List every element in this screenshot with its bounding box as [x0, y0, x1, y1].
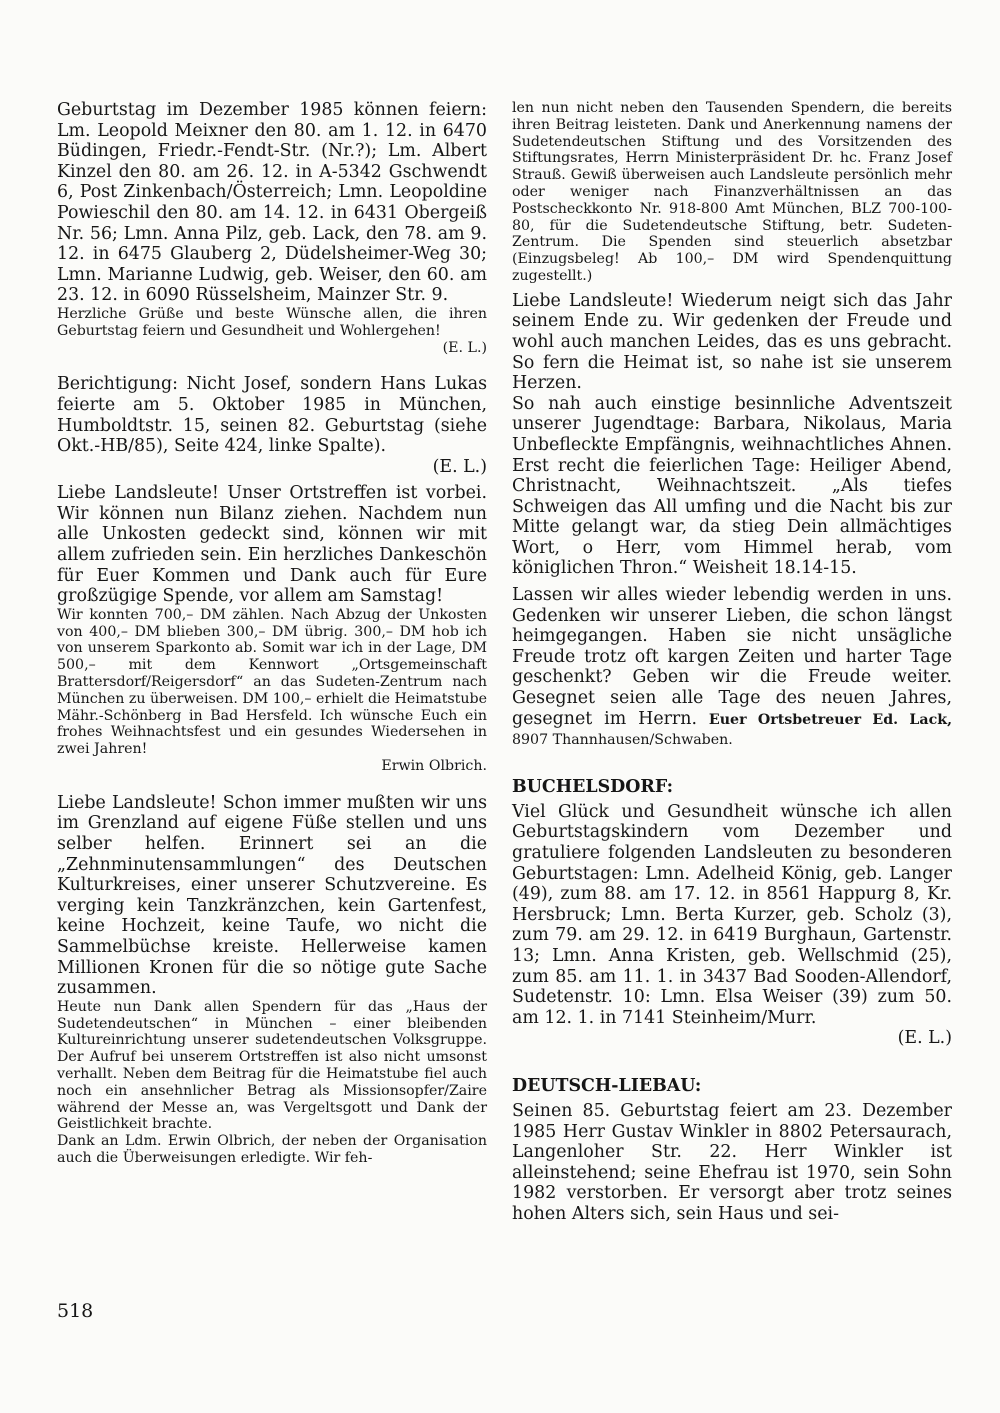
- meeting-signature: Erwin Olbrich.: [381, 758, 487, 775]
- donors-note: Heute nun Dank allen Spendern für das „Haus der Sudetendeutschen“ in München – einer bleibenden Kultureinrichtung unserer sudetendeutschen Volksgruppe. Der Aufruf bei unserem Ortstreffen ist also nicht umsonst verhallt. Neben dem Beitrag für die Heimatstube fiel auch noch ein ansehnlicher Betrag als Missionsopfer/Zaire während der Messe an, was Vergeltsgott und Dank der Geistlichkeit brachte.: [57, 998, 487, 1133]
- deutsch-liebau-heading: DEUTSCH-LIEBAU:: [512, 1075, 702, 1096]
- birthday-greetings: [57, 306, 487, 356]
- greetings-signature: (E. L.): [442, 339, 487, 356]
- deutsch-liebau-text: Seinen 85. Geburtstag feiert am 23. Dezember 1985 Herr Gustav Winkler in 8802 Petersaurach, Langenloher Str. 22. Herr Winkler ist alleinstehend; seine Ehefrau ist 1970, sein Sohn 1982 verstorben. Er versorgt aber trotz seines hohen Alters sich, sein Haus und sei-: [512, 1100, 952, 1224]
- meeting-finance: [57, 607, 487, 775]
- page-number: 518: [57, 1300, 94, 1322]
- buchelsdorf-birthdays: [512, 802, 952, 1049]
- thanks-olbrich: Dank an Ldm. Erwin Olbrich, der neben der Organisation auch die Überweisungen erledigte. Wir feh-: [57, 1133, 487, 1166]
- donation-continuation: len nun nicht neben den Tausenden Spendern, die bereits ihren Beitrag leisteten. Dank und Anerkennung namens der Sudetendeutschen Stiftung und des Vorsitzenden des Stiftungsrates, Herrn Ministerpräsident Dr. hc. Franz Josef Strauß. Gewiß überweisen auch Landsleute persönlich mehr oder weniger nach Finanzverhältnissen an das Postscheckkonto Nr. 918-800 Amt München, BLZ 700-100-80, für die Sudetendeutsche Stiftung, betr. Sudeten-Zentrum. Die Spenden sind steuerlich absetzbar (Einzugsbeleg! Ab 100,– DM wird Spendenquittung zugestellt.): [512, 100, 952, 284]
- birthday-list: Geburtstag im Dezember 1985 können feiern: Lm. Leopold Meixner den 80. am 1. 12. in 6470 Büdingen, Friedr.-Fendt-Str. (Nr.?); Lm. Albert Kinzel den 80. am 26. 12. in A-5342 Gschwendt 6, Post Zinkenbach/Österreich; Lmn. Leopoldine Powieschil den 80. am 14. 12. in 6431 Obergeiß Nr. 56; Lmn. Anna Pilz, geb. Lack, den 78. am 9. 12. in 6475 Glauberg 2, Düdelsheimer-Weg 30; Lmn. Marianne Ludwig, geb. Weiser, den 60. am 23. 12. in 6090 Rüsselsheim, Mainzer Str. 9.: [57, 100, 487, 306]
- greetings-text: Herzliche Grüße und beste Wünsche allen, die ihren Geburtstag feiern und Gesundheit und Wohlergehen!: [57, 305, 487, 339]
- collection-letter: Liebe Landsleute! Schon immer mußten wir uns im Grenzland auf eigene Füße stellen und uns selber helfen. Erinnert sei an die „Zehnminutensammlungen“ des Deutschen Kulturkreises, einer unserer Schutzvereine. Es verging kein Tanzkränzchen, kein Gartenfest, keine Hochzeit, keine Taufe, wo nicht die Sammelbüchse kreiste. Hellerweise kamen Millionen Kronen für die so nötige gute Sache zusammen.: [57, 792, 487, 999]
- advent-address: 8907 Thannhausen/Schwaben.: [512, 732, 733, 749]
- correction-notice: [57, 374, 487, 477]
- advent-paragraph-3-text: Lassen wir alles wieder lebendig werden in uns. Gedenken wir unserer Lieben, die schon längst heimgegangen. Haben sie nicht unsägliche Freude trotz oft kargen Zeiten und harter Tage geschenkt? Geben wir die Freude weiter. Gesegnet seien alle Tage des neuen Jahres, gesegnet im Herrn.: [512, 585, 952, 729]
- correction-text: Berichtigung: Nicht Josef, sondern Hans Lukas feierte am 5. Oktober 1985 in München, Humboldtstr. 15, seinen 82. Geburtstag (siehe Okt.-HB/85), Seite 424, linke Spalte).: [57, 374, 487, 457]
- advent-paragraph-2: So nah auch einstige besinnliche Adventszeit unserer Jugendtage: Barbara, Nikolaus, Maria Unbefleckte Empfängnis, weihnachtliches Ahnen. Erst recht die feierlichen Tage: Heiliger Abend, Christnacht, Weihnachtszeit. „Als tiefes Schweigen das All umfing und die Nacht bis zur Mitte gelangt war, da stieg Dein allmächtiges Wort, o Herr, vom Himmel herab, vom königlichen Thron.“ Weisheit 18.14-15.: [512, 393, 952, 579]
- right-column: [512, 100, 952, 1225]
- advent-paragraph-3: [512, 585, 952, 750]
- meeting-finance-text: Wir konnten 700,– DM zählen. Nach Abzug der Unkosten von 400,– DM blieben 300,– DM übrig. 300,– DM hob ich von unserem Sparkonto ab. Somit war ich in der Lage, DM 500,– mit dem Kennwort „Ortsgemeinschaft Brattersdorf/Reigersdorf“ an das Sudeten-Zentrum nach München zu überweisen. DM 100,– erhielt die Heimatstube Mähr.-Schönberg in Bad Hersfeld. Ich wünsche Euch ein frohes Weihnachtsfest und ein gesundes Wiedersehen in zwei Jahren!: [57, 606, 488, 758]
- buchelsdorf-heading: BUCHELSDORF:: [512, 776, 674, 797]
- advent-signature: Euer Ortsbetreuer Ed. Lack,: [708, 711, 953, 728]
- meeting-letter: Liebe Landsleute! Unser Ortstreffen ist vorbei. Wir können nun Bilanz ziehen. Nachdem nun alle Unkosten gedeckt sind, können wir mit allem zufrieden sein. Ein herzliches Dankeschön für Euer Kommen und Dank auch für Eure großzügige Spende, vor allem am Samstag!: [57, 483, 487, 607]
- left-column: [57, 100, 487, 1167]
- buchelsdorf-text: Viel Glück und Gesundheit wünsche ich allen Geburtstagskindern vom Dezember und gratuliere folgenden Landsleuten zu besonderen Geburtstagen: Lmn. Adelheid König, geb. Langer (49), zum 88. am 17. 12. in 8561 Happurg 8, Kr. Hersbruck; Lmn. Berta Kurzer, geb. Scholz (3), zum 79. am 29. 12. in 6419 Burghaun, Gartenstr. 13; Lmn. Anna Kristen, geb. Wellschmid (25), zum 85. am 11. 1. in 3437 Bad Sooden-Allendorf, Sudetenstr. 10: Lmn. Elsa Weiser (39) zum 50. am 12. 1. in 7141 Steinheim/Murr.: [512, 801, 952, 1028]
- correction-signature: (E. L.): [432, 456, 487, 477]
- advent-paragraph-1: Liebe Landsleute! Wiederum neigt sich das Jahr seinem Ende zu. Wir gedenken der Freude und wohl auch manchen Leides, das es uns gebracht. So fern die Heimat ist, so nahe ist sie unserem Herzen.: [512, 290, 952, 394]
- buchelsdorf-signature: (E. L.): [897, 1028, 952, 1049]
